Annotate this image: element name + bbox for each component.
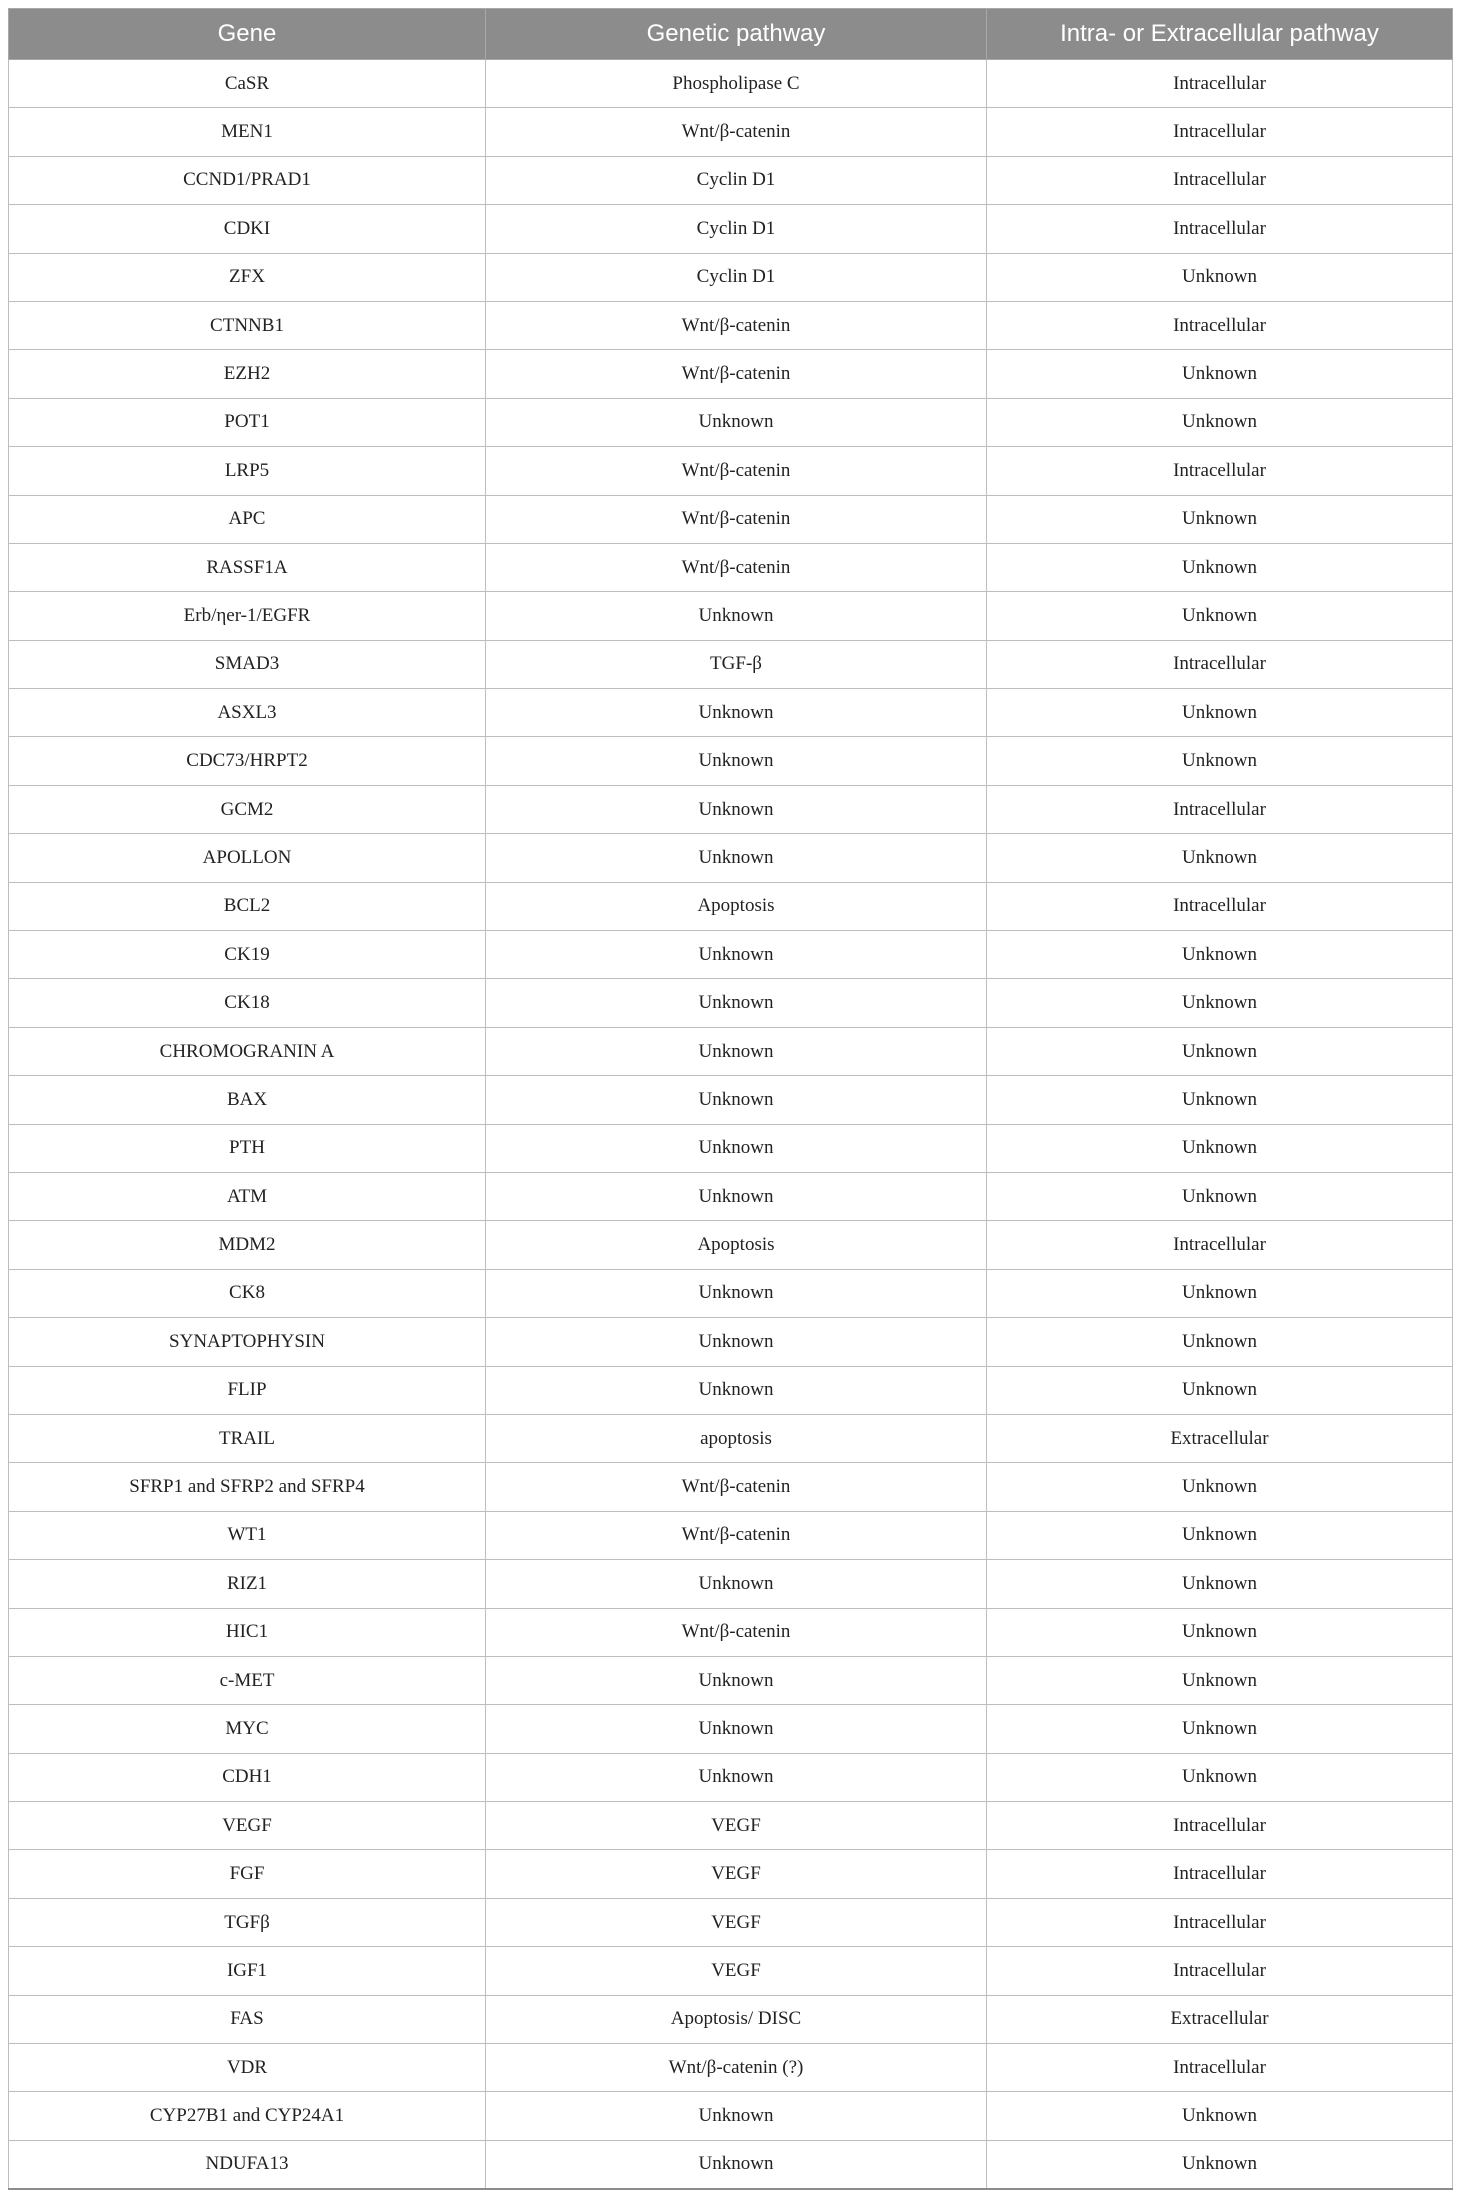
gene-cell: NDUFA13 (9, 2140, 486, 2189)
cellular-pathway-cell: Unknown (987, 1124, 1453, 1172)
gene-cell: APOLLON (9, 834, 486, 882)
cellular-pathway-cell: Intracellular (987, 301, 1453, 349)
genetic-pathway-cell: Wnt/β-catenin (486, 543, 987, 591)
gene-cell: POT1 (9, 398, 486, 446)
genetic-pathway-cell: Wnt/β-catenin (486, 350, 987, 398)
table-row (9, 2044, 1453, 2092)
cellular-pathway-cell: Intracellular (987, 205, 1453, 253)
gene-cell: c-MET (9, 1656, 486, 1704)
header-row (9, 9, 1453, 60)
gene-cell: MYC (9, 1705, 486, 1753)
genetic-pathway-cell: VEGF (486, 1947, 987, 1995)
header-gene: Gene (9, 9, 486, 60)
genetic-pathway-cell: VEGF (486, 1898, 987, 1946)
cellular-pathway-cell: Unknown (987, 1172, 1453, 1220)
genetic-pathway-cell: VEGF (486, 1850, 987, 1898)
cellular-pathway-cell: Unknown (987, 1705, 1453, 1753)
genetic-pathway-cell: Wnt/β-catenin (486, 495, 987, 543)
table-row (9, 640, 1453, 688)
cellular-pathway-cell: Unknown (987, 398, 1453, 446)
table-row (9, 205, 1453, 253)
cellular-pathway-cell: Unknown (987, 1511, 1453, 1559)
table-row (9, 1221, 1453, 1269)
cellular-pathway-cell: Extracellular (987, 1414, 1453, 1462)
cellular-pathway-cell: Extracellular (987, 1995, 1453, 2043)
genetic-pathway-cell: Unknown (486, 1366, 987, 1414)
table-row (9, 1318, 1453, 1366)
table-row (9, 495, 1453, 543)
table-row (9, 301, 1453, 349)
genetic-pathway-cell: Wnt/β-catenin (486, 108, 987, 156)
table-row (9, 1172, 1453, 1220)
table-row (9, 398, 1453, 446)
genetic-pathway-cell: Apoptosis/ DISC (486, 1995, 987, 2043)
table-row (9, 834, 1453, 882)
genetic-pathway-cell: Unknown (486, 398, 987, 446)
cellular-pathway-cell: Unknown (987, 1753, 1453, 1801)
cellular-pathway-cell: Unknown (987, 1076, 1453, 1124)
table-row (9, 1995, 1453, 2043)
genetic-pathway-cell: Unknown (486, 1269, 987, 1317)
table-row (9, 689, 1453, 737)
gene-cell: CTNNB1 (9, 301, 486, 349)
header-genetic-pathway: Genetic pathway (486, 9, 987, 60)
table-row (9, 1802, 1453, 1850)
table-row (9, 931, 1453, 979)
genetic-pathway-cell: Unknown (486, 1753, 987, 1801)
cellular-pathway-cell: Unknown (987, 2092, 1453, 2140)
table-row (9, 1608, 1453, 1656)
gene-cell: ATM (9, 1172, 486, 1220)
table-row (9, 1705, 1453, 1753)
genetic-pathway-cell: apoptosis (486, 1414, 987, 1462)
table-row (9, 979, 1453, 1027)
table-row (9, 737, 1453, 785)
genetic-pathway-cell: Unknown (486, 737, 987, 785)
genetic-pathway-cell: Unknown (486, 1076, 987, 1124)
cellular-pathway-cell: Unknown (987, 689, 1453, 737)
gene-cell: TRAIL (9, 1414, 486, 1462)
table-row (9, 1753, 1453, 1801)
gene-cell: CDH1 (9, 1753, 486, 1801)
cellular-pathway-cell: Unknown (987, 737, 1453, 785)
cellular-pathway-cell: Intracellular (987, 640, 1453, 688)
cellular-pathway-cell: Unknown (987, 1366, 1453, 1414)
table-row (9, 1656, 1453, 1704)
gene-cell: RASSF1A (9, 543, 486, 591)
gene-cell: SMAD3 (9, 640, 486, 688)
cellular-pathway-cell: Intracellular (987, 1802, 1453, 1850)
gene-cell: CaSR (9, 60, 486, 108)
cellular-pathway-cell: Unknown (987, 1269, 1453, 1317)
gene-cell: EZH2 (9, 350, 486, 398)
gene-cell: CHROMOGRANIN A (9, 1027, 486, 1075)
gene-cell: MEN1 (9, 108, 486, 156)
table-row (9, 785, 1453, 833)
table-header (9, 9, 1453, 60)
genetic-pathway-cell: Apoptosis (486, 1221, 987, 1269)
gene-cell: SYNAPTOPHYSIN (9, 1318, 486, 1366)
genetic-pathway-cell: TGF-β (486, 640, 987, 688)
cellular-pathway-cell: Unknown (987, 979, 1453, 1027)
genetic-pathway-cell: Cyclin D1 (486, 253, 987, 301)
gene-cell: Erb/ηer-1/EGFR (9, 592, 486, 640)
table-row (9, 1947, 1453, 1995)
cellular-pathway-cell: Unknown (987, 1560, 1453, 1608)
table-row (9, 2092, 1453, 2140)
gene-cell: CK8 (9, 1269, 486, 1317)
table-row (9, 1027, 1453, 1075)
genetic-pathway-cell: Unknown (486, 689, 987, 737)
cellular-pathway-cell: Unknown (987, 1318, 1453, 1366)
gene-cell: FAS (9, 1995, 486, 2043)
genetic-pathway-cell: Unknown (486, 1656, 987, 1704)
cellular-pathway-cell: Intracellular (987, 785, 1453, 833)
gene-cell: RIZ1 (9, 1560, 486, 1608)
table-row (9, 543, 1453, 591)
table-row (9, 60, 1453, 108)
gene-cell: HIC1 (9, 1608, 486, 1656)
cellular-pathway-cell: Unknown (987, 350, 1453, 398)
gene-cell: BAX (9, 1076, 486, 1124)
genetic-pathway-cell: Wnt/β-catenin (486, 1463, 987, 1511)
genetic-pathway-cell: Unknown (486, 2092, 987, 2140)
cellular-pathway-cell: Intracellular (987, 1221, 1453, 1269)
gene-cell: CDKI (9, 205, 486, 253)
genetic-pathway-cell: Wnt/β-catenin (486, 1511, 987, 1559)
table-row (9, 1511, 1453, 1559)
genetic-pathway-cell: Wnt/β-catenin (486, 1608, 987, 1656)
gene-cell: BCL2 (9, 882, 486, 930)
table-row (9, 350, 1453, 398)
gene-cell: CYP27B1 and CYP24A1 (9, 2092, 486, 2140)
cellular-pathway-cell: Unknown (987, 931, 1453, 979)
gene-cell: IGF1 (9, 1947, 486, 1995)
genetic-pathway-cell: Unknown (486, 931, 987, 979)
cellular-pathway-cell: Intracellular (987, 156, 1453, 204)
genetic-pathway-cell: Unknown (486, 1705, 987, 1753)
gene-cell: ZFX (9, 253, 486, 301)
genetic-pathway-cell: Apoptosis (486, 882, 987, 930)
cellular-pathway-cell: Unknown (987, 253, 1453, 301)
table-row (9, 447, 1453, 495)
gene-cell: ASXL3 (9, 689, 486, 737)
cellular-pathway-cell: Unknown (987, 592, 1453, 640)
gene-pathway-table-container (8, 8, 1452, 2190)
cellular-pathway-cell: Unknown (987, 1463, 1453, 1511)
table-row (9, 1124, 1453, 1172)
gene-cell: TGFβ (9, 1898, 486, 1946)
header-intra-extracellular-pathway: Intra- or Extracellular pathway (987, 9, 1453, 60)
cellular-pathway-cell: Intracellular (987, 1898, 1453, 1946)
table-row (9, 1414, 1453, 1462)
table-row (9, 1850, 1453, 1898)
genetic-pathway-cell: Wnt/β-catenin (486, 301, 987, 349)
genetic-pathway-cell: VEGF (486, 1802, 987, 1850)
genetic-pathway-cell: Cyclin D1 (486, 205, 987, 253)
table-row (9, 882, 1453, 930)
genetic-pathway-cell: Unknown (486, 1560, 987, 1608)
gene-cell: LRP5 (9, 447, 486, 495)
genetic-pathway-cell: Unknown (486, 1124, 987, 1172)
genetic-pathway-cell: Wnt/β-catenin (486, 447, 987, 495)
genetic-pathway-cell: Unknown (486, 592, 987, 640)
table-row (9, 1898, 1453, 1946)
gene-cell: CCND1/PRAD1 (9, 156, 486, 204)
table-row (9, 1463, 1453, 1511)
table-row (9, 108, 1453, 156)
genetic-pathway-cell: Cyclin D1 (486, 156, 987, 204)
gene-cell: CK18 (9, 979, 486, 1027)
table-row (9, 253, 1453, 301)
cellular-pathway-cell: Intracellular (987, 1850, 1453, 1898)
cellular-pathway-cell: Unknown (987, 543, 1453, 591)
gene-cell: FGF (9, 1850, 486, 1898)
cellular-pathway-cell: Intracellular (987, 108, 1453, 156)
genetic-pathway-cell: Unknown (486, 834, 987, 882)
gene-cell: FLIP (9, 1366, 486, 1414)
table-row (9, 592, 1453, 640)
cellular-pathway-cell: Unknown (987, 1656, 1453, 1704)
cellular-pathway-cell: Unknown (987, 2140, 1453, 2189)
table-row (9, 1076, 1453, 1124)
gene-cell: GCM2 (9, 785, 486, 833)
table-row (9, 1366, 1453, 1414)
table-body (9, 60, 1453, 2190)
cellular-pathway-cell: Unknown (987, 1027, 1453, 1075)
genetic-pathway-cell: Unknown (486, 1318, 987, 1366)
cellular-pathway-cell: Intracellular (987, 882, 1453, 930)
genetic-pathway-cell: Phospholipase C (486, 60, 987, 108)
genetic-pathway-cell: Unknown (486, 1027, 987, 1075)
gene-cell: APC (9, 495, 486, 543)
gene-cell: CDC73/HRPT2 (9, 737, 486, 785)
table-row (9, 156, 1453, 204)
genetic-pathway-cell: Wnt/β-catenin (?) (486, 2044, 987, 2092)
cellular-pathway-cell: Unknown (987, 495, 1453, 543)
genetic-pathway-cell: Unknown (486, 2140, 987, 2189)
cellular-pathway-cell: Intracellular (987, 2044, 1453, 2092)
table-row (9, 2140, 1453, 2189)
gene-cell: SFRP1 and SFRP2 and SFRP4 (9, 1463, 486, 1511)
gene-cell: VDR (9, 2044, 486, 2092)
genetic-pathway-cell: Unknown (486, 979, 987, 1027)
cellular-pathway-cell: Intracellular (987, 447, 1453, 495)
cellular-pathway-cell: Intracellular (987, 1947, 1453, 1995)
gene-pathway-table (8, 8, 1453, 2190)
genetic-pathway-cell: Unknown (486, 785, 987, 833)
gene-cell: PTH (9, 1124, 486, 1172)
gene-cell: WT1 (9, 1511, 486, 1559)
cellular-pathway-cell: Intracellular (987, 60, 1453, 108)
cellular-pathway-cell: Unknown (987, 834, 1453, 882)
table-row (9, 1560, 1453, 1608)
table-row (9, 1269, 1453, 1317)
gene-cell: VEGF (9, 1802, 486, 1850)
gene-cell: CK19 (9, 931, 486, 979)
genetic-pathway-cell: Unknown (486, 1172, 987, 1220)
gene-cell: MDM2 (9, 1221, 486, 1269)
cellular-pathway-cell: Unknown (987, 1608, 1453, 1656)
